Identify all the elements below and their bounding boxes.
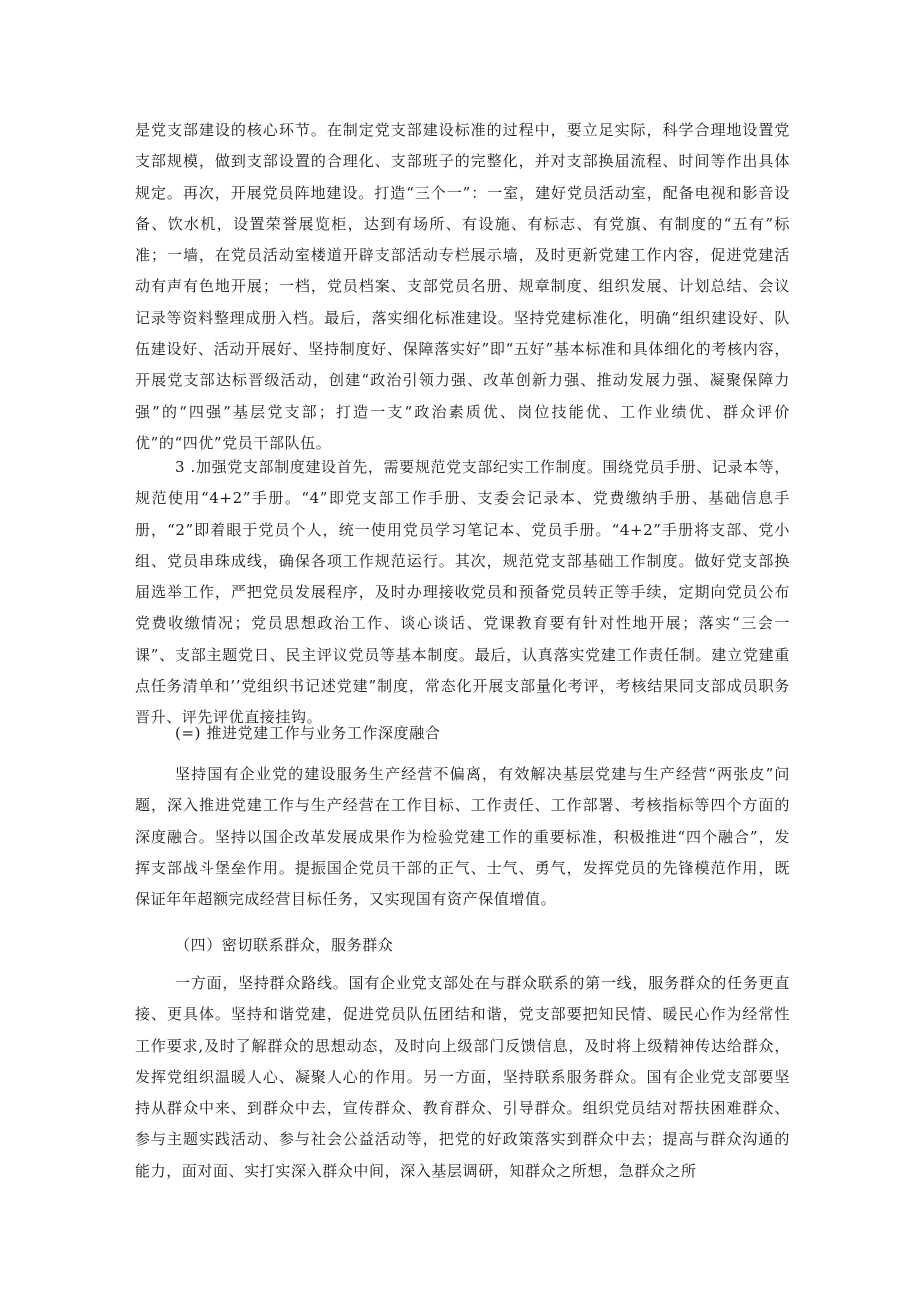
section-heading-integration: (=) 推进党建工作与业务工作深度融合 <box>175 724 441 742</box>
paragraph-branch-standards: 是党支部建设的核心环节。在制定党支部建设标准的过程中，要立足实际，科学合理地设置党支部规模，做到支部设置的合理化、支部班子的完整化，并对支部换届流程、时间等作出具体规定。再次，开展党员阵地建设。打造“三个一”：一室，建好党员活动室，配备电视和影音设备、饮水机，设置荣誉展览柜，达到有场所、有设施、有标志、有党旗、有制度的“五有”标准；一墙，在党员活动室楼道开辟支部活动专栏展示墙，及时更新党建工作内容，促进党建活动有声有色地开展；一档，党员档案、支部党员名册、规章制度、组织发展、计划总结、会议记录等资料整理成册入档。最后，落实细化标准建设。坚持党建标准化，明确“组织建设好、队伍建设好、活动开展好、坚持制度好、保障落实好”即“五好”基本标准和具体细化的考核内容，开展党支部达标晋级活动，创建“政治引领力强、改革创新力强、推动发展力强、凝聚保障力强”的“四强”基层党支部；打造一支“政治素质优、岗位技能优、工作业绩优、群众评价优”的“四优”党员干部队伍。 <box>135 121 790 452</box>
paragraph-branch-system-construction: 3 .加强党支部制度建设首先，需要规范党支部纪实工作制度。围绕党员手册、记录本等，规范使用“4+2”手册。“4”即党支部工作手册、支委会记录本、党费缴纳手册、基础信息手册，“2”即着眼于党员个人，统一使用党员学习笔记本、党员手册。“4+2”手册将支部、党小组、党员串珠成线，确保各项工作规范运行。其次，规范党支部基础工作制度。做好党支部换届选举工作，严把党员发展程序，及时办理接收党员和预备党员转正等手续，定期向党员公布党费收缴情况；党员思想政治工作、谈心谈话、党课教育要有针对性地开展；落实“三会一课”、支部主题党日、民主评议党员等基本制度。最后，认真落实党建工作责任制。建立党建重点任务清单和’’党组织书记述党建”制度，常态化开展支部量化考评，考核结果同支部成员职务晋升、评先评优直接挂钩。 <box>135 458 790 727</box>
paragraph-integration: 坚持国有企业党的建设服务生产经营不偏离，有效解决基层党建与生产经营“两张皮”问题，深入推进党建工作与生产经营在工作目标、工作责任、工作部署、考核指标等四个方面的深度融合。坚持以国企改革发展成果作为检验党建工作的重要标准，积极推进“四个融合”，发挥支部战斗堡垒作用。提振国企党员干部的正气、士气、勇气，发挥党员的先锋模范作用，既保证年年超额完成经营目标任务，又实现国有资产保值增值。 <box>135 765 790 909</box>
section-heading-serve-masses: （四）密切联系群众，服务群众 <box>175 936 394 954</box>
paragraph-serve-masses: 一方面，坚持群众路线。国有企业党支部处在与群众联系的第一线，服务群众的任务更直接、更具体。坚持和谐党建，促进党员队伍团结和谐，党支部要把知民情、暖民心作为经常性工作要求,及时了解群众的思想动态，及时向上级部门反馈信息，及时将上级精神传达给群众，发挥党组织温暖人心、凝聚人心的作用。另一方面，坚持联系服务群众。国有企业党支部要坚持从群众中来、到群众中去，宣传群众、教育群众、引导群众。组织党员结对帮扶困难群众、参与主题实践活动、参与社会公益活动等，把党的好政策落实到群众中去；提高与群众沟通的能力，面对面、实打实深入群众中间，深入基层调研，知群众之所想，急群众之所 <box>135 974 790 1180</box>
